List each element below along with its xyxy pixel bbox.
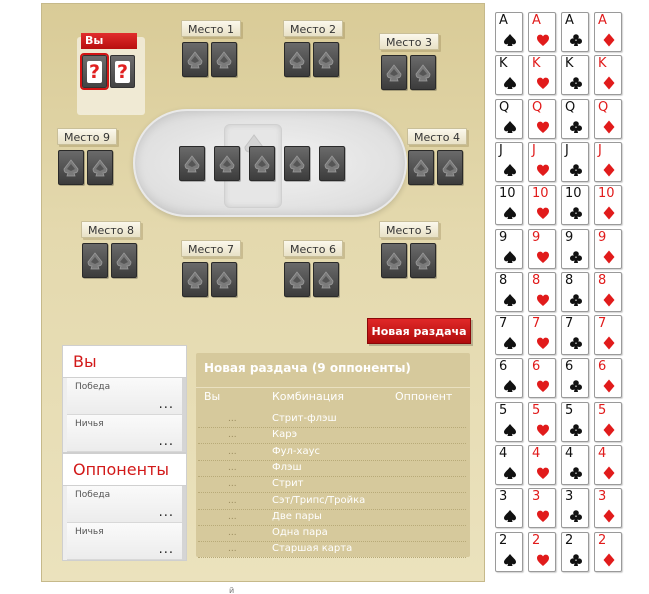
card-10-spade[interactable] (495, 185, 523, 225)
spade-icon (503, 423, 517, 437)
card-6-spade[interactable] (495, 358, 523, 398)
face-down-card[interactable] (319, 146, 345, 181)
result-combination-name: Старшая карта (272, 543, 353, 555)
result-you-value: ... (228, 479, 237, 490)
result-row (198, 477, 466, 493)
seat-1-label: Место 1 (181, 20, 241, 37)
card-rank: 8 (499, 272, 508, 288)
card-8-diamond[interactable] (594, 272, 622, 312)
club-icon (569, 206, 583, 220)
tie-value: ... (158, 434, 174, 449)
col-combination: Комбинация (272, 390, 344, 403)
card-rank: 9 (598, 229, 607, 245)
club-icon (569, 120, 583, 134)
heart-icon (536, 120, 550, 134)
tie-label: Ничья (75, 419, 104, 429)
result-you-value: ... (228, 414, 237, 424)
diamond-icon (602, 76, 616, 90)
card-9-club[interactable] (561, 229, 589, 269)
card-k-spade[interactable] (495, 55, 523, 95)
seat-2-cards[interactable] (284, 42, 339, 77)
card-back-icon (441, 159, 459, 177)
card-back-icon (414, 252, 432, 270)
card-10-club[interactable] (561, 185, 589, 225)
card-rank: 4 (499, 446, 508, 461)
card-rank: 10 (499, 186, 516, 202)
card-rank: J (598, 142, 602, 158)
card-rank: 8 (532, 272, 541, 288)
card-3-heart[interactable] (528, 488, 556, 528)
your-card-1[interactable] (82, 55, 107, 88)
card-j-heart[interactable] (528, 142, 556, 182)
card-rank: K (565, 56, 574, 72)
seat-9-cards[interactable] (58, 150, 113, 185)
card-back-icon (288, 155, 306, 173)
result-you-value: ... (228, 430, 237, 441)
result-combination-name: Стрит-флэш (272, 413, 337, 424)
spade-icon (503, 33, 517, 47)
card-rank: A (565, 13, 574, 28)
card-rank: 2 (532, 532, 541, 548)
face-down-card[interactable] (284, 42, 310, 77)
card-back-icon (86, 252, 104, 270)
diamond-icon (602, 293, 616, 307)
spade-icon (503, 206, 517, 220)
results-header (196, 387, 470, 405)
card-q-diamond[interactable] (594, 99, 622, 139)
card-10-heart[interactable] (528, 185, 556, 225)
opponent-tie-row (67, 523, 182, 560)
card-back-icon (183, 155, 201, 173)
card-back-icon (288, 51, 306, 69)
spade-icon (503, 293, 517, 307)
card-rank: A (532, 13, 541, 28)
face-down-card[interactable] (179, 146, 205, 181)
diamond-icon (602, 336, 616, 350)
diamond-icon (602, 509, 616, 523)
card-rank: K (598, 56, 607, 72)
card-rank: J (565, 142, 569, 158)
face-down-card[interactable] (214, 146, 240, 181)
spade-icon (503, 379, 517, 393)
card-3-diamond[interactable] (594, 488, 622, 528)
result-row (198, 526, 466, 542)
club-icon (569, 293, 583, 307)
win-value: ... (158, 505, 174, 520)
card-k-diamond[interactable] (594, 55, 622, 95)
face-down-card[interactable] (182, 42, 208, 77)
seat-1-cards[interactable] (182, 42, 237, 77)
card-4-spade[interactable] (495, 445, 523, 485)
card-6-heart[interactable] (528, 358, 556, 398)
seat-2-label: Место 2 (283, 20, 343, 37)
face-down-card[interactable] (82, 243, 108, 278)
result-row (198, 428, 466, 444)
card-rank: 7 (499, 316, 508, 332)
card-j-spade[interactable] (495, 142, 523, 182)
face-down-card[interactable] (111, 243, 137, 278)
result-combination-name: Сэт/Трипс/Тройка (272, 494, 366, 506)
card-a-spade[interactable] (495, 12, 523, 52)
card-back-icon (91, 159, 109, 177)
spade-icon (503, 336, 517, 350)
card-back-icon (317, 51, 335, 69)
result-row (198, 510, 466, 526)
club-icon (569, 379, 583, 393)
seat-6-cards[interactable] (284, 262, 339, 297)
card-rank: 4 (565, 446, 574, 461)
card-5-spade[interactable] (495, 402, 523, 442)
card-6-club[interactable] (561, 358, 589, 398)
card-8-heart[interactable] (528, 272, 556, 312)
card-rank: 6 (565, 359, 574, 375)
spade-icon (503, 250, 517, 264)
card-rank: A (499, 13, 508, 28)
heart-icon (536, 250, 550, 264)
your-stats-panel (62, 345, 187, 453)
card-rank: 4 (598, 446, 607, 461)
face-down-card[interactable] (249, 146, 275, 181)
question-mark-icon: ? (116, 60, 129, 83)
card-j-diamond[interactable] (594, 142, 622, 182)
result-you-value: ... (228, 446, 237, 457)
card-rank: 9 (499, 229, 508, 245)
seat-5-label: Место 5 (379, 221, 439, 238)
your-stats-title: Вы (63, 346, 186, 378)
result-combination-name: Карэ (272, 429, 298, 441)
card-j-club[interactable] (561, 142, 589, 182)
card-k-club[interactable] (561, 55, 589, 95)
card-q-spade[interactable] (495, 99, 523, 139)
seat-9-label: Место 9 (57, 128, 117, 145)
face-down-card[interactable] (211, 262, 237, 297)
card-rank: 9 (565, 229, 574, 245)
card-rank: 10 (532, 186, 549, 202)
card-rank: 3 (499, 489, 508, 505)
spade-icon (503, 553, 517, 567)
card-2-club[interactable] (561, 532, 589, 572)
your-card-2[interactable] (110, 55, 135, 88)
card-2-spade[interactable] (495, 532, 523, 572)
card-8-club[interactable] (561, 272, 589, 312)
club-icon (569, 466, 583, 480)
card-4-heart[interactable] (528, 445, 556, 485)
face-down-card[interactable] (410, 243, 436, 278)
board-cards[interactable] (179, 146, 345, 181)
card-10-diamond[interactable] (594, 185, 622, 225)
card-back-icon (317, 271, 335, 289)
card-q-club[interactable] (561, 99, 589, 139)
heart-icon (536, 293, 550, 307)
scrollbar[interactable] (182, 378, 186, 452)
club-icon (569, 250, 583, 264)
seat-4-label: Место 4 (407, 128, 467, 145)
card-7-club[interactable] (561, 315, 589, 355)
card-back-icon (385, 64, 403, 82)
seat-3-cards[interactable] (381, 55, 436, 90)
card-back-icon (186, 51, 204, 69)
win-value: ... (158, 397, 174, 412)
face-down-card[interactable] (381, 243, 407, 278)
result-row (198, 445, 466, 461)
card-2-diamond[interactable] (594, 532, 622, 572)
opponent-win-row (67, 486, 182, 523)
card-rank: 7 (598, 316, 607, 332)
face-down-card[interactable] (284, 146, 310, 181)
card-7-spade[interactable] (495, 315, 523, 355)
card-rank: 10 (598, 186, 615, 202)
spade-icon (503, 509, 517, 523)
face-down-card[interactable] (58, 150, 84, 185)
spade-icon (503, 76, 517, 90)
card-rank: J (532, 142, 536, 158)
col-opponent: Оппонент (395, 390, 453, 403)
card-rank: 10 (565, 186, 582, 202)
card-rank: 8 (565, 272, 574, 288)
card-rank: J (499, 142, 503, 158)
heart-icon (536, 76, 550, 90)
face-down-card[interactable] (381, 55, 407, 90)
card-4-club[interactable] (561, 445, 589, 485)
face-down-card[interactable] (313, 42, 339, 77)
card-rank: 6 (499, 359, 508, 375)
heart-icon (536, 379, 550, 393)
spade-icon (503, 120, 517, 134)
diamond-icon (602, 379, 616, 393)
card-back-icon (412, 159, 430, 177)
tie-value: ... (158, 542, 174, 557)
seat-5-cards[interactable] (381, 243, 436, 278)
card-back-icon (288, 271, 306, 289)
card-back-icon (253, 155, 271, 173)
your-hole-cards (82, 55, 135, 88)
card-7-diamond[interactable] (594, 315, 622, 355)
seat-7-cards[interactable] (182, 262, 237, 297)
card-rank: 2 (499, 532, 508, 548)
card-rank: 9 (532, 229, 541, 245)
opponent-stats-panel (62, 453, 187, 561)
card-back-icon (186, 271, 204, 289)
heart-icon (536, 33, 550, 47)
face-down-card[interactable] (87, 150, 113, 185)
new-hand-button[interactable]: Новая раздача (367, 318, 471, 344)
card-back-icon (62, 159, 80, 177)
card-a-club[interactable] (561, 12, 589, 52)
card-5-club[interactable] (561, 402, 589, 442)
heart-icon (536, 163, 550, 177)
card-a-diamond[interactable] (594, 12, 622, 52)
card-rank: K (499, 56, 508, 72)
card-rank: 5 (565, 402, 574, 418)
card-rank: 4 (532, 446, 541, 461)
card-rank: 3 (598, 489, 607, 505)
results-title: Новая раздача (9 оппоненты) (204, 361, 411, 375)
face-down-card[interactable] (410, 55, 436, 90)
seat-3-label: Место 3 (379, 33, 439, 50)
seat-7-label: Место 7 (181, 240, 241, 257)
card-back-icon (385, 252, 403, 270)
opponent-stats-title: Оппоненты (63, 454, 186, 486)
diamond-icon (602, 120, 616, 134)
club-icon (569, 76, 583, 90)
card-rank: 2 (565, 532, 574, 548)
card-back-icon (215, 51, 233, 69)
club-icon (569, 33, 583, 47)
card-rank: Q (565, 99, 576, 115)
your-tie-row (67, 415, 182, 452)
heart-icon (536, 423, 550, 437)
scrollbar[interactable] (182, 486, 186, 560)
diamond-icon (602, 553, 616, 567)
diamond-icon (602, 250, 616, 264)
diamond-icon (602, 423, 616, 437)
card-rank: 7 (532, 316, 541, 332)
footer-glyph: й (229, 586, 235, 594)
col-you: Вы (204, 390, 221, 403)
club-icon (569, 423, 583, 437)
card-rank: 5 (532, 402, 541, 418)
win-label: Победа (75, 490, 111, 500)
card-rank: 5 (499, 402, 508, 418)
spade-icon (503, 466, 517, 480)
win-label: Победа (75, 382, 111, 392)
card-rank: 5 (598, 402, 607, 418)
diamond-icon (602, 33, 616, 47)
heart-icon (536, 466, 550, 480)
card-2-heart[interactable] (528, 532, 556, 572)
result-row (198, 494, 466, 510)
card-rank: 8 (598, 272, 607, 288)
card-rank: Q (499, 99, 510, 115)
heart-icon (536, 509, 550, 523)
card-5-diamond[interactable] (594, 402, 622, 442)
result-combination-name: Две пары (272, 510, 322, 522)
seat-8-label: Место 8 (81, 221, 141, 238)
diamond-icon (602, 206, 616, 220)
diamond-icon (602, 466, 616, 480)
result-you-value: ... (228, 528, 237, 539)
card-9-spade[interactable] (495, 229, 523, 269)
result-row (198, 542, 466, 558)
your-seat-label: Вы (81, 33, 137, 49)
face-down-card[interactable] (284, 262, 310, 297)
card-8-spade[interactable] (495, 272, 523, 312)
result-you-value: ... (228, 544, 237, 555)
card-rank: 6 (598, 359, 607, 375)
card-k-heart[interactable] (528, 55, 556, 95)
diamond-icon (602, 163, 616, 177)
card-back-icon (323, 155, 341, 173)
heart-icon (536, 336, 550, 350)
card-back-icon (414, 64, 432, 82)
card-3-club[interactable] (561, 488, 589, 528)
face-down-card[interactable] (182, 262, 208, 297)
results-panel (196, 353, 470, 557)
club-icon (569, 553, 583, 567)
card-6-diamond[interactable] (594, 358, 622, 398)
card-back-icon (115, 252, 133, 270)
result-combination-name: Флэш (272, 461, 302, 473)
card-9-diamond[interactable] (594, 229, 622, 269)
spade-icon (503, 163, 517, 177)
result-you-value: ... (228, 462, 237, 473)
card-7-heart[interactable] (528, 315, 556, 355)
seat-4-cards[interactable] (408, 150, 463, 185)
result-combination-name: Одна пара (272, 527, 328, 539)
card-rank: 2 (598, 532, 607, 548)
face-down-card[interactable] (437, 150, 463, 185)
face-down-card[interactable] (313, 262, 339, 297)
card-rank: 6 (532, 359, 541, 375)
card-5-heart[interactable] (528, 402, 556, 442)
card-9-heart[interactable] (528, 229, 556, 269)
seat-6-label: Место 6 (283, 240, 343, 257)
card-rank: 7 (565, 316, 574, 332)
card-rank: A (598, 13, 607, 28)
club-icon (569, 336, 583, 350)
result-row (198, 412, 466, 428)
tie-label: Ничья (75, 527, 104, 537)
face-down-card[interactable] (211, 42, 237, 77)
card-rank: K (532, 56, 541, 72)
seat-8-cards[interactable] (82, 243, 137, 278)
card-3-spade[interactable] (495, 488, 523, 528)
result-row (198, 461, 466, 477)
club-icon (569, 163, 583, 177)
result-you-value: ... (228, 495, 237, 506)
heart-icon (536, 553, 550, 567)
your-win-row (67, 378, 182, 415)
result-you-value: ... (228, 511, 237, 522)
card-back-icon (215, 271, 233, 289)
face-down-card[interactable] (408, 150, 434, 185)
card-q-heart[interactable] (528, 99, 556, 139)
card-rank: 3 (532, 489, 541, 505)
result-combination-name: Стрит (272, 478, 304, 490)
card-rank: 3 (565, 489, 574, 505)
club-icon (569, 509, 583, 523)
card-4-diamond[interactable] (594, 445, 622, 485)
question-mark-icon: ? (88, 60, 101, 83)
card-rank: Q (598, 99, 609, 115)
result-combination-name: Фул-хаус (272, 445, 320, 457)
heart-icon (536, 206, 550, 220)
card-rank: Q (532, 99, 543, 115)
card-back-icon (218, 155, 236, 173)
card-a-heart[interactable] (528, 12, 556, 52)
